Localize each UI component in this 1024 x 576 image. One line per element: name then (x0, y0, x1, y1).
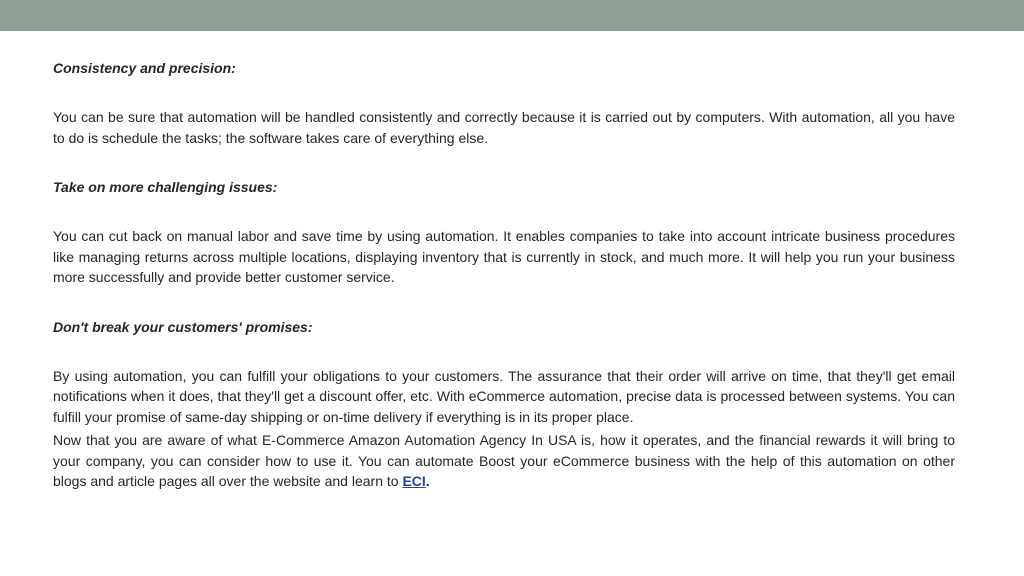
section-body-consistency: You can be sure that automation will be handled consistently and correctly because it is carried out by computers. With automation, all you have to do is schedule the tasks; the software takes care of everything else. (53, 109, 955, 146)
content-area (53, 58, 955, 492)
closing-period: . (425, 473, 430, 489)
section-heading-promises: Don't break your customers' promises: (53, 318, 313, 335)
section-heading-challenging: Take on more challenging issues: (53, 179, 278, 195)
closing-text: Now that you are aware of what E-Commerce Amazon Automation Agency In USA is, how it operates, and the financial rewards it will bring to your company, you can consider how to use it. You can automate Boost your eCommerce business with the help of this automation on other blogs and article pages all over the website and learn to (53, 432, 955, 489)
section-heading-consistency: Consistency and precision: (53, 60, 236, 76)
top-bar (0, 0, 1024, 31)
section-body-promises: By using automation, you can fulfill your obligations to your customers. The assurance that their order will arrive on time, that they'll get email notifications when it does, that they'll get a discount offer, etc. With eCommerce automation, precise data is processed between systems. You can fulfill your promise of same-day shipping or on-time delivery if everything is in its proper place. (53, 367, 955, 425)
closing-paragraph (53, 430, 955, 492)
eci-link[interactable]: ECI (402, 473, 426, 489)
section-body-challenging: You can cut back on manual labor and save time by using automation. It enables companies to take into account intricate business procedures like managing returns across multiple locations, displaying inventory that is currently in stock, and much more. It will help you run your business more successfully and provide better customer service. (53, 228, 955, 285)
